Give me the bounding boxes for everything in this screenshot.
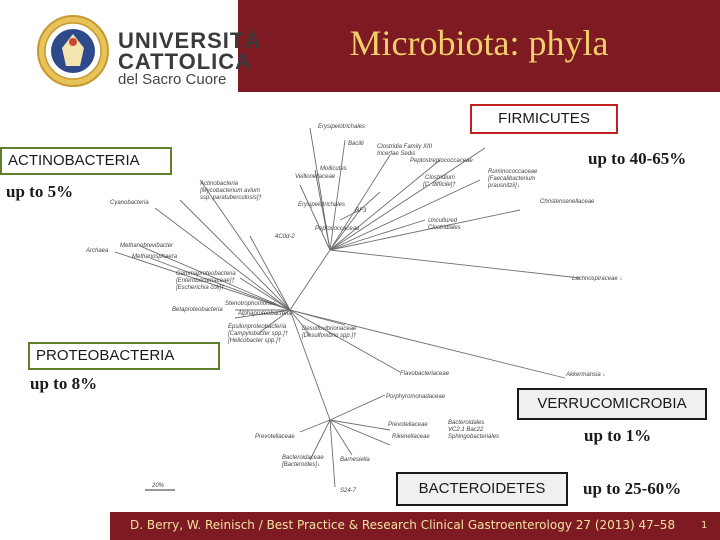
tree-label: Bacteroidales bbox=[448, 420, 485, 426]
branch bbox=[330, 420, 390, 430]
tree-label: S24-7 bbox=[340, 488, 357, 494]
actinobacteria-share: up to 5% bbox=[6, 182, 74, 201]
branch bbox=[330, 420, 352, 455]
branch bbox=[300, 185, 330, 250]
tree-label: Prevotellaceae bbox=[388, 422, 428, 428]
tree-label: Flavobacteriaceae bbox=[400, 371, 450, 377]
branch bbox=[330, 160, 440, 250]
tree-label: Epsilonproteobacteria bbox=[228, 324, 287, 330]
tree-label: Gammaproteobacteria bbox=[176, 271, 236, 277]
tree-label: ssp. paratuberculosis]† bbox=[200, 195, 262, 201]
tree-label: [Campylobacter spp.]† bbox=[228, 331, 289, 337]
proteobacteria-box bbox=[28, 342, 220, 370]
tree-label: Clostridiales bbox=[428, 225, 461, 231]
tree-label: Erysipelotrichales bbox=[298, 202, 346, 208]
tree-label: Rikenellaceae bbox=[392, 434, 430, 440]
tree-label: Actinobacteria bbox=[200, 181, 239, 187]
tree-label: Erysipelotrichales bbox=[318, 124, 366, 130]
tree-label: Alphaproteobacteria bbox=[238, 311, 292, 317]
verrucomicrobia-share: up to 1% bbox=[584, 426, 652, 445]
tree-label: [Bacteroides]↓ bbox=[282, 462, 321, 468]
bacteroidetes-label: BACTEROIDETES bbox=[418, 480, 546, 497]
tree-label: Clostridia Family XIII bbox=[377, 144, 433, 150]
tree-label: RF3 bbox=[355, 208, 367, 214]
tree-label: Uncultured bbox=[428, 218, 458, 224]
tree-label: Methanosphaera bbox=[132, 254, 178, 260]
university-line-3: del Sacro Cuore bbox=[118, 71, 227, 88]
branch bbox=[300, 420, 330, 432]
tree-label: Ruminococcaceae bbox=[488, 169, 538, 175]
tree-label: Cyanobacteria bbox=[110, 200, 149, 206]
actinobacteria-box bbox=[0, 147, 172, 175]
slide-title: Microbiota: phyla bbox=[349, 23, 609, 63]
branch bbox=[330, 220, 425, 250]
tree-label: [Faecalibacterium bbox=[488, 176, 536, 182]
tree-label: Methanobrevibacter bbox=[120, 243, 174, 249]
bacteroidetes-share: up to 25-60% bbox=[583, 479, 682, 498]
tree-label: prausnitzii]↓ bbox=[488, 183, 520, 189]
branch bbox=[330, 420, 335, 487]
bacteroidetes-box bbox=[396, 472, 568, 506]
firmicutes-share: up to 40-65% bbox=[588, 149, 687, 168]
university-wordmark bbox=[118, 30, 261, 88]
tree-label: Incertae Sedis bbox=[377, 151, 416, 157]
proteobacteria-label: PROTEOBACTERIA bbox=[36, 347, 175, 364]
tree-label: VC2.1 Bac22 bbox=[448, 427, 484, 433]
tree-label: Peptostreptococcaceae bbox=[410, 158, 473, 164]
tree-label: Christensenellaceae bbox=[540, 199, 595, 205]
verrucomicrobia-label: VERRUCOMICROBIA bbox=[537, 395, 687, 412]
citation: D. Berry, W. Reinisch / Best Practice & Research Clinical Gastroenterology 27 (2013) 47–58 bbox=[130, 518, 676, 532]
tree-label: Prevotellaceae bbox=[255, 434, 295, 440]
university-seal-logo bbox=[36, 14, 110, 88]
branch bbox=[330, 250, 580, 278]
tree-label: Bacteroidaceae bbox=[282, 455, 324, 461]
tree-label: Barnesiella bbox=[340, 457, 370, 463]
tree-label: Peptococcaceae bbox=[315, 226, 360, 232]
tree-label: Akkermansia ↓ bbox=[566, 372, 606, 378]
tree-label: Archaea bbox=[86, 248, 109, 254]
tree-label: Veillonellaceae bbox=[295, 174, 336, 180]
page-number: 1 bbox=[701, 520, 708, 531]
scale-label: 20% bbox=[152, 483, 165, 489]
branch bbox=[330, 395, 385, 420]
branch bbox=[330, 420, 390, 445]
tree-label: Sphingobacteriales bbox=[448, 434, 500, 440]
tree-label: Porphyromonadaceae bbox=[386, 394, 446, 400]
firmicutes-label: FIRMICUTES bbox=[498, 110, 590, 127]
tree-label: Bacilli bbox=[348, 141, 364, 147]
tree-label: [Escherichia coli]† bbox=[176, 285, 225, 291]
tree-label: Clostridium bbox=[425, 175, 456, 181]
tree-label: [C. difficile]† bbox=[423, 182, 456, 188]
proteobacteria-share: up to 8% bbox=[30, 374, 98, 393]
branch bbox=[290, 310, 400, 372]
firmicutes-box bbox=[470, 104, 618, 134]
branch bbox=[290, 310, 345, 325]
actinobacteria-label: ACTINOBACTERIA bbox=[8, 152, 140, 169]
tree-label: Lachnospiraceae ↓ bbox=[572, 276, 623, 282]
tree-label: [Mycobacterium avium bbox=[200, 188, 261, 194]
branch bbox=[290, 250, 330, 310]
branch bbox=[310, 420, 330, 460]
branch bbox=[290, 310, 565, 378]
branch bbox=[315, 170, 330, 250]
tree-label: [Enterobacteriaceae]† bbox=[176, 278, 235, 284]
university-line-2: CATTOLICA bbox=[118, 49, 253, 74]
university-line-1: UNIVERSITÀ bbox=[118, 28, 262, 53]
tree-label: 4C0d-2 bbox=[275, 234, 295, 240]
tree-label: Desulfovibrionaceae bbox=[302, 326, 357, 332]
tree-label: Betaproteobacteria bbox=[172, 307, 223, 313]
tree-label: [Helicobacter spp.]† bbox=[228, 338, 282, 344]
tree-label: [Desulfovibrio spp.]† bbox=[302, 333, 357, 339]
verrucomicrobia-box bbox=[517, 388, 707, 420]
branch bbox=[180, 200, 290, 310]
tree-label: Stenotrophomonas bbox=[225, 301, 276, 307]
tree-label: Mollicutes bbox=[320, 166, 347, 172]
